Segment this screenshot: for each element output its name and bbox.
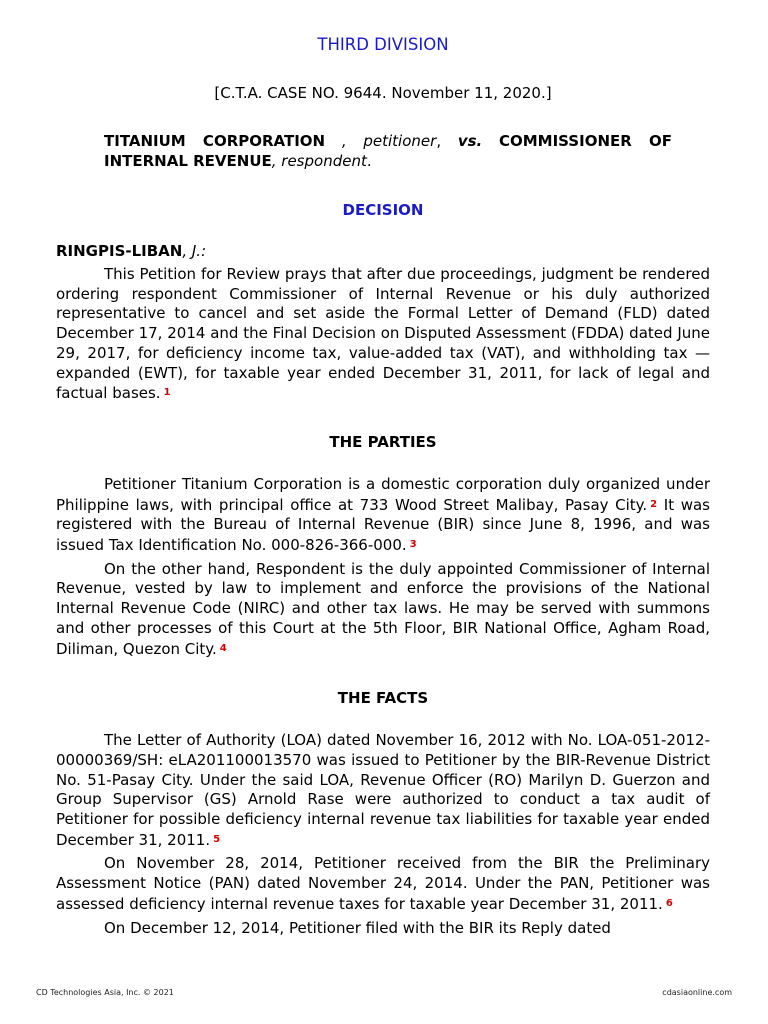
footnote-link-3[interactable]: 3 — [409, 539, 417, 551]
paragraph-text: On November 28, 2014, Petitioner received from the BIR the Preliminary Assessment Notice (PAN) dated November 24, 2014. Under the PAN, Petitioner was assessed deficiency internal revenue taxes for taxable year December 31, 2011. — [56, 854, 710, 913]
paragraph-text: It was registered with the Bureau of Internal Revenue (BIR) since June 8, 1996, and was issued Tax Identification No. 000-826-366-000. — [56, 495, 710, 555]
paragraph-petitioner — [56, 475, 710, 556]
paragraph-loa — [56, 731, 710, 850]
case-number-line: [C.T.A. CASE NO. 9644. November 11, 2020.] — [214, 84, 552, 102]
versus-label: vs. — [457, 132, 483, 150]
petitioner-role: , petitioner — [341, 132, 437, 150]
footnote-link-5[interactable]: 5 — [213, 833, 221, 845]
paragraph-text: The Letter of Authority (LOA) dated November 16, 2012 with No. LOA-051-2012-00000369/SH: eLA201100013570 was issued to Petitioner by the BIR-Revenue District No. 51-Pasay City. Under the said LOA, Revenue Officer (RO) Marilyn D. Guerzon and Group Supervisor (GS) Arnold Rase were authorized to conduct a tax audit of Petitioner for possible deficiency internal revenue tax liabilities for taxable year ended December 31, 2011. — [56, 731, 710, 849]
division-heading: THIRD DIVISION — [317, 35, 449, 54]
paragraph-text: Petitioner Titanium Corporation is a domestic corporation duly organized under Philippine laws, with principal office at 733 Wood Street Malibay, Pasay City. — [56, 474, 710, 514]
section-heading-parties: THE PARTIES — [329, 432, 437, 451]
paragraph-petition — [56, 265, 710, 404]
paragraph-reply — [56, 919, 710, 939]
respondent-name: COMMISSIONER OF INTERNAL REVENUE — [104, 132, 672, 170]
paragraph-text: On the other hand, Respondent is the duly appointed Commissioner of Internal Revenue, vested by law to implement and enforce the provisions of the National Internal Revenue Code (NIRC) and other tax laws. He may be served with summons and other processes of this Court at the 5th Floor, BIR National Office, Agham Road, Diliman, Quezon City. — [56, 559, 710, 658]
paragraph-pan — [56, 854, 710, 914]
footnote-link-4[interactable]: 4 — [219, 642, 227, 654]
paragraph-text: On December 12, 2014, Petitioner filed with the BIR its Reply dated — [104, 918, 611, 937]
paragraph-respondent — [56, 560, 710, 660]
section-heading-facts: THE FACTS — [337, 689, 429, 708]
ponente-suffix: , J.: — [182, 242, 207, 260]
ponente-line — [56, 242, 710, 261]
footer-site-link[interactable]: cdasiaonline.com — [662, 988, 732, 997]
footnote-link-1[interactable]: 1 — [163, 387, 171, 399]
case-parties: TITANIUM CORPORATION , petitioner, vs. COMMISSIONER OF INTERNAL REVENUE, respondent. — [104, 132, 672, 170]
respondent-role: , respondent — [271, 151, 367, 170]
footnote-link-2[interactable]: 2 — [650, 498, 658, 510]
footnote-link-6[interactable]: 6 — [665, 897, 673, 909]
decision-title: DECISION — [342, 201, 424, 219]
petitioner-name: TITANIUM CORPORATION — [104, 132, 326, 150]
parties-period: . — [366, 151, 372, 170]
ponente-name: RINGPIS-LIBAN — [56, 242, 183, 260]
paragraph-text: This Petition for Review prays that after due proceedings, judgment be rendered ordering respondent Commissioner of Internal Revenue or his duly authorized representative to cancel and set aside the Formal Letter of Demand (FLD) dated December 17, 2014 and the Final Decision on Disputed Assessment (FDDA) dated June 29, 2017, for deficiency income tax, value-added tax (VAT), and withholding tax — expanded (EWT), for taxable year ended December 31, 2011, for lack of legal and factual bases. — [56, 265, 710, 403]
document-page — [56, 34, 710, 938]
footer-copyright: CD Technologies Asia, Inc. © 2021 — [36, 988, 174, 997]
